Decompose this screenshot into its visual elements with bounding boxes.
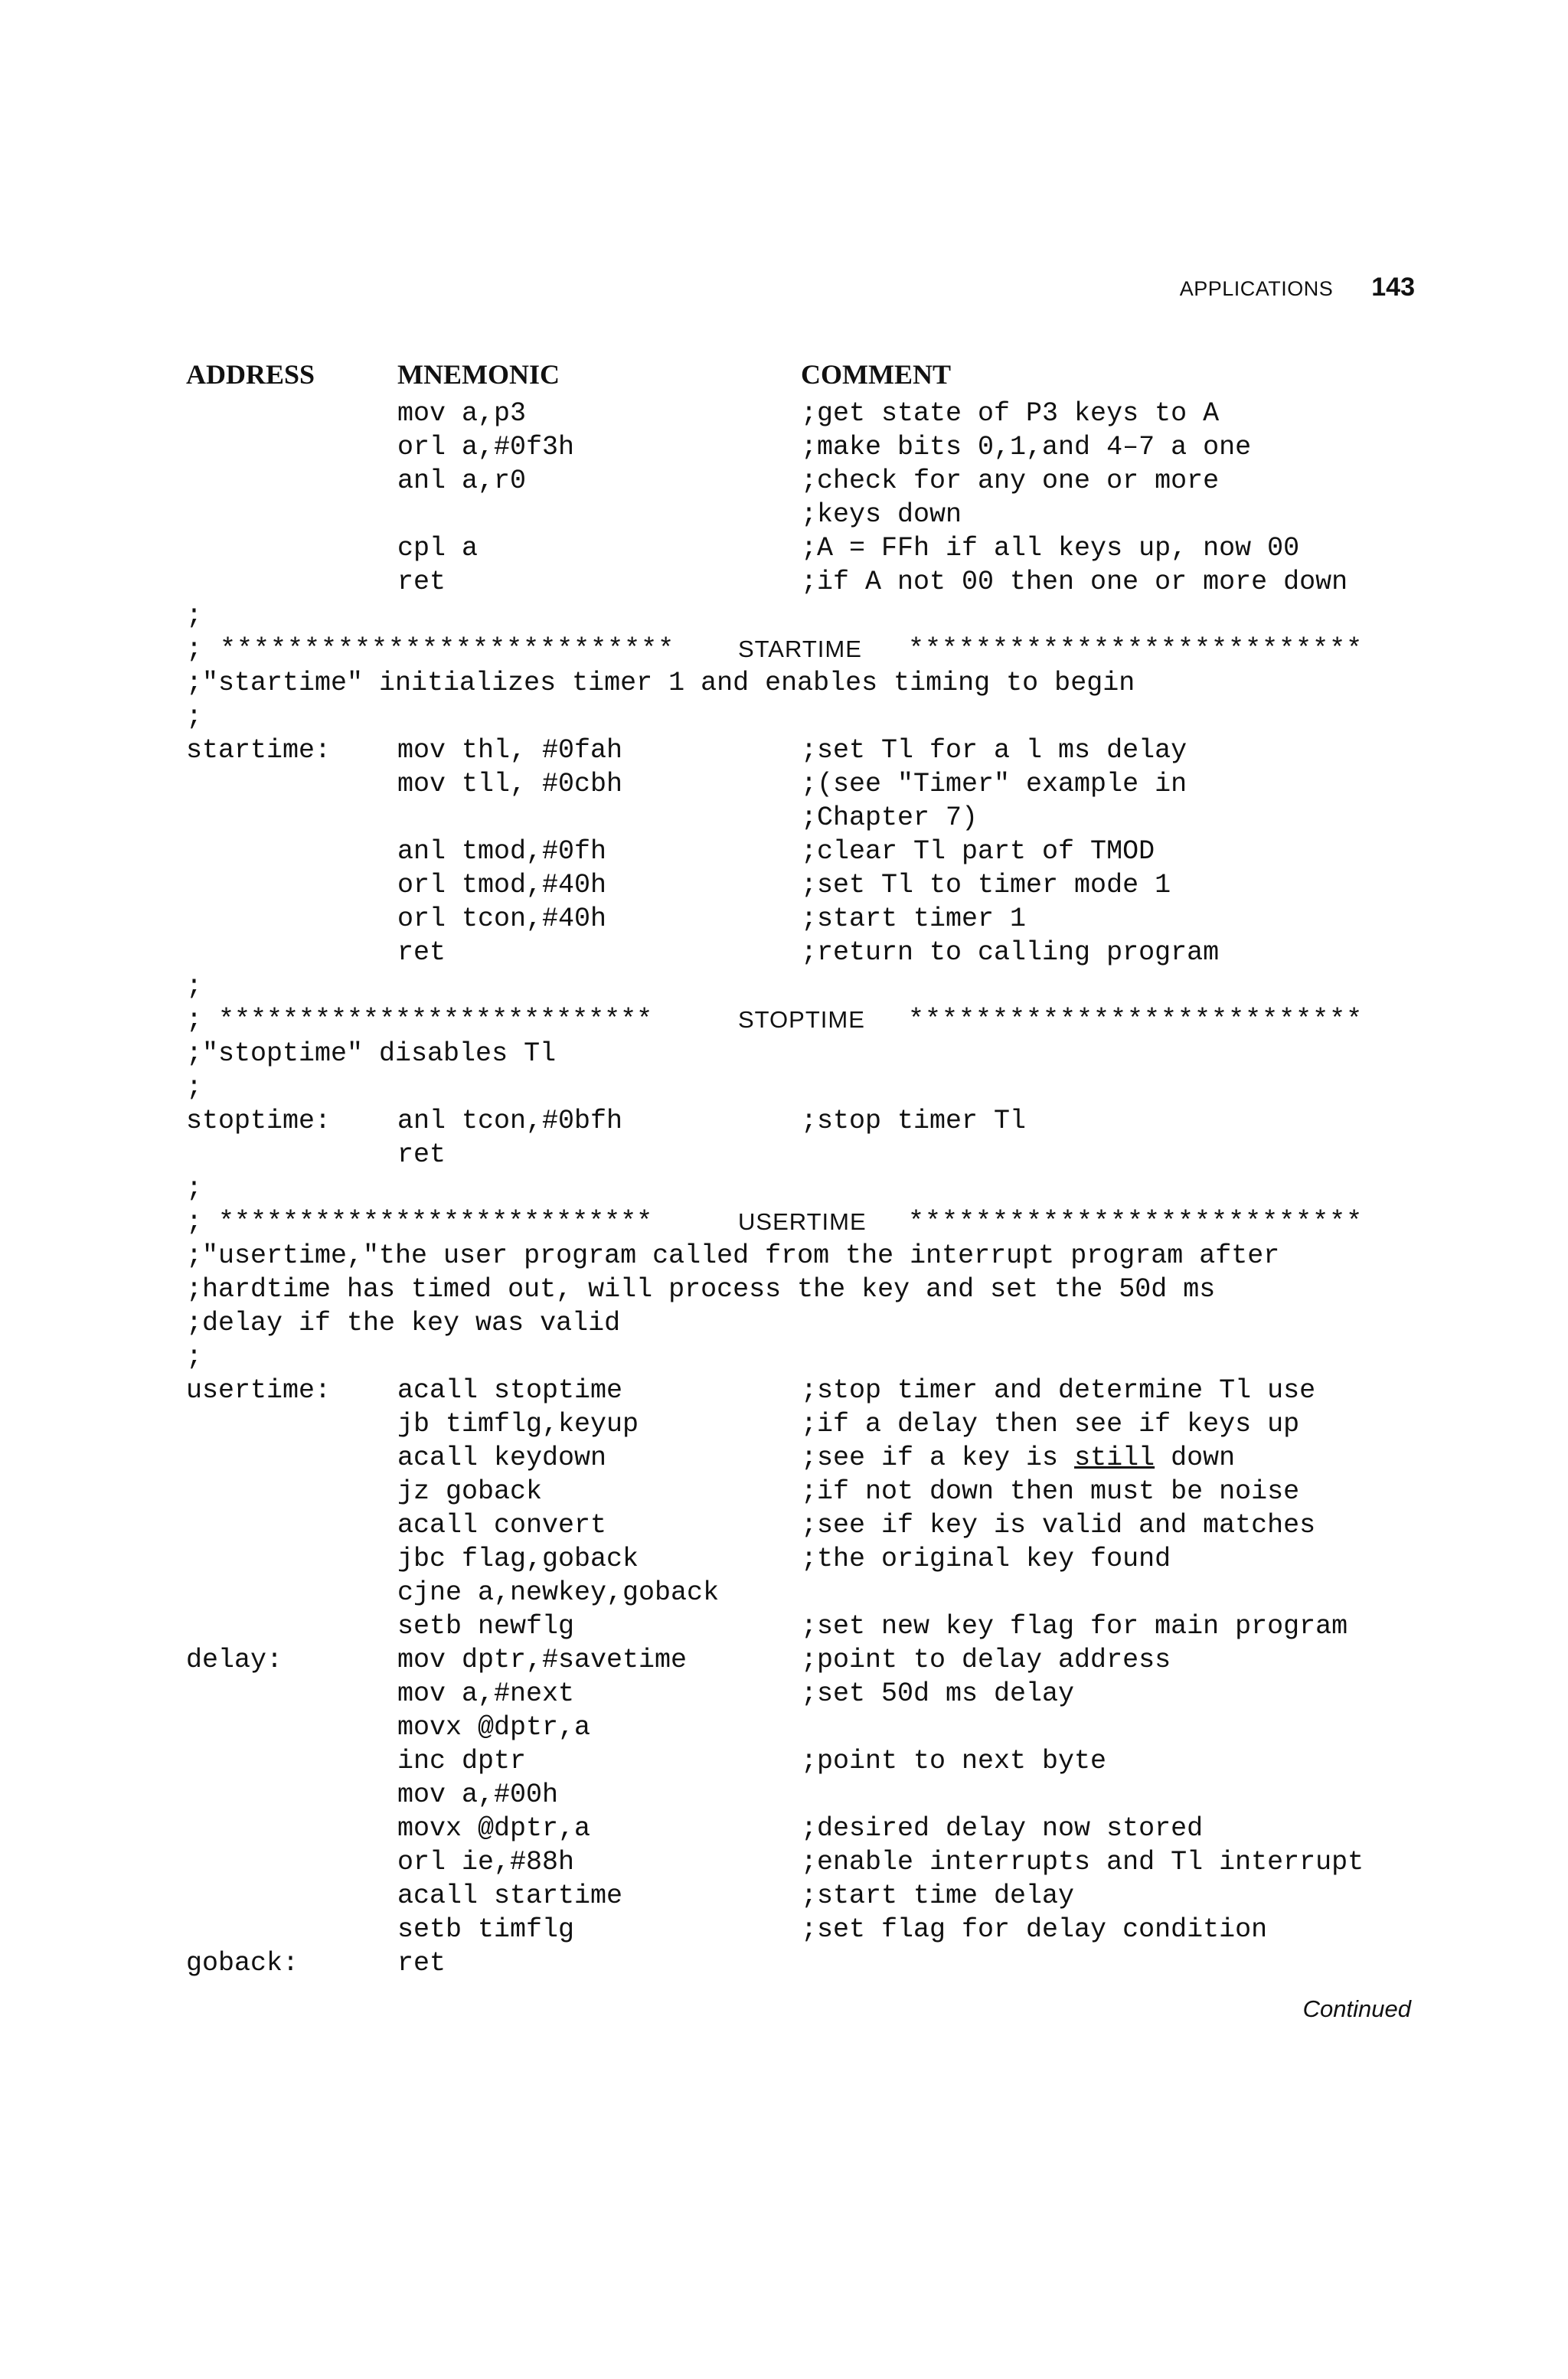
mnemonic: movx @dptr,a — [397, 1813, 591, 1844]
blank-comment: ; — [186, 1341, 203, 1372]
comment: ;stop timer Tl — [801, 1106, 1027, 1136]
label: delay: — [186, 1645, 283, 1675]
comment: ;Chapter 7) — [801, 802, 978, 833]
comment: ;check for any one or more — [801, 466, 1220, 496]
column-header-address: ADDRESS — [186, 359, 315, 390]
mnemonic: orl tcon,#40h — [397, 904, 607, 934]
code-line — [186, 1441, 1426, 1475]
code-line — [186, 1711, 1426, 1744]
comment: ;start timer 1 — [801, 904, 1027, 934]
banner-stars-right: *************************** — [908, 1207, 1364, 1237]
comment: ;get state of P3 keys to A — [801, 398, 1220, 429]
running-header — [1180, 273, 1415, 309]
comment-line — [186, 1070, 1426, 1104]
comment — [801, 1441, 1235, 1475]
banner-stars-left: ; *************************** — [186, 634, 675, 665]
code-line — [186, 531, 1426, 565]
mnemonic: mov tll, #0cbh — [397, 769, 623, 799]
code-line — [186, 1879, 1426, 1913]
code-line — [186, 902, 1426, 936]
code-line — [186, 397, 1426, 430]
comment: ;see if key is valid and matches — [801, 1510, 1316, 1541]
mnemonic: anl tmod,#0fh — [397, 836, 607, 867]
code-line — [186, 1407, 1426, 1441]
mnemonic: acall stoptime — [397, 1375, 623, 1406]
code-line — [186, 464, 1426, 498]
mnemonic: acall keydown — [397, 1443, 607, 1473]
comment-line — [186, 1340, 1426, 1374]
banner-stars-left: ; *************************** — [186, 1005, 653, 1035]
comment: ;enable interrupts and Tl interrupt — [801, 1847, 1364, 1877]
comment-line — [186, 700, 1426, 734]
mnemonic: cpl a — [397, 533, 479, 564]
section-banner-usertime — [186, 1205, 1426, 1239]
comment-line — [186, 1172, 1426, 1205]
section-banner-startime — [186, 632, 1426, 666]
comment-line — [186, 1273, 1426, 1306]
comment-underlined-word: still — [1074, 1443, 1155, 1473]
blank-comment: ; — [186, 701, 203, 732]
code-line — [186, 936, 1426, 969]
comment: ;set flag for delay condition — [801, 1914, 1268, 1945]
code-line — [186, 1104, 1426, 1138]
mnemonic: ret — [397, 567, 446, 597]
mnemonic: setb timflg — [397, 1914, 575, 1945]
comment: ;the original key found — [801, 1544, 1171, 1574]
code-line — [186, 565, 1426, 599]
comment: ;keys down — [801, 499, 962, 530]
banner-title: USERTIME — [738, 1208, 867, 1235]
comment: ;point to delay address — [801, 1645, 1171, 1675]
label: usertime: — [186, 1375, 332, 1406]
comment-part: ;see if a key is — [801, 1443, 1075, 1473]
comment: ;(see "Timer" example in — [801, 769, 1187, 799]
mnemonic: cjne a,newkey,goback — [397, 1577, 720, 1608]
comment: ;clear Tl part of TMOD — [801, 836, 1155, 867]
code-line — [186, 1946, 1426, 1980]
routine-description: ;delay if the key was valid — [186, 1308, 621, 1338]
comment: ;set 50d ms delay — [801, 1678, 1075, 1709]
comment: ;set new key flag for main program — [801, 1611, 1348, 1642]
code-line — [186, 734, 1426, 767]
mnemonic: jb timflg,keyup — [397, 1409, 639, 1439]
comment: ;if a delay then see if keys up — [801, 1409, 1300, 1439]
routine-description: ;"stoptime" disables Tl — [186, 1038, 557, 1069]
code-line — [186, 835, 1426, 868]
comment: ;stop timer and determine Tl use — [801, 1375, 1316, 1406]
routine-description: ;hardtime has timed out, will process the key and set the 50d ms — [186, 1274, 1216, 1305]
mnemonic: orl a,#0f3h — [397, 432, 575, 462]
blank-comment: ; — [186, 1173, 203, 1204]
banner-stars-right: *************************** — [908, 634, 1364, 665]
mnemonic: acall convert — [397, 1510, 607, 1541]
routine-description: ;"startime" initializes timer 1 and enables timing to begin — [186, 668, 1135, 698]
code-listing — [186, 397, 1426, 1980]
code-line — [186, 868, 1426, 902]
page-number: 143 — [1371, 273, 1415, 302]
comment: ;set Tl to timer mode 1 — [801, 870, 1171, 900]
routine-description: ;"usertime,"the user program called from the interrupt program after — [186, 1240, 1280, 1271]
code-line — [186, 767, 1426, 801]
column-header-mnemonic: MNEMONIC — [397, 359, 560, 390]
code-line — [186, 1138, 1426, 1172]
code-line — [186, 430, 1426, 464]
comment-line — [186, 1239, 1426, 1273]
mnemonic: inc dptr — [397, 1746, 527, 1776]
comment-line — [186, 1037, 1426, 1070]
comment: ;desired delay now stored — [801, 1813, 1204, 1844]
comment: ;A = FFh if all keys up, now 00 — [801, 533, 1300, 564]
comment: ;make bits 0,1,and 4–7 a one — [801, 432, 1252, 462]
mnemonic: mov dptr,#savetime — [397, 1645, 688, 1675]
blank-comment: ; — [186, 971, 203, 1002]
code-line — [186, 1845, 1426, 1879]
mnemonic: anl a,r0 — [397, 466, 527, 496]
mnemonic: mov a,#00h — [397, 1779, 559, 1810]
code-line — [186, 1609, 1426, 1643]
comment: ;point to next byte — [801, 1746, 1107, 1776]
mnemonic: mov thl, #0fah — [397, 735, 623, 766]
comment: ;if not down then must be noise — [801, 1476, 1300, 1507]
comment-part: down — [1155, 1443, 1236, 1473]
label: stoptime: — [186, 1106, 332, 1136]
code-line — [186, 1913, 1426, 1946]
code-line — [186, 1576, 1426, 1609]
continued-note: Continued — [1302, 1995, 1411, 2022]
code-line — [186, 1778, 1426, 1812]
comment: ;set Tl for a l ms delay — [801, 735, 1187, 766]
blank-comment: ; — [186, 600, 203, 631]
column-header-comment: COMMENT — [801, 359, 951, 390]
comment: ;start time delay — [801, 1881, 1075, 1911]
code-line — [186, 498, 1426, 531]
section-name: APPLICATIONS — [1179, 277, 1334, 300]
mnemonic: setb newflg — [397, 1611, 575, 1642]
mnemonic: orl tmod,#40h — [397, 870, 607, 900]
banner-stars-right: *************************** — [908, 1005, 1364, 1035]
banner-stars-left: ; *************************** — [186, 1207, 653, 1237]
code-line — [186, 1508, 1426, 1542]
mnemonic: mov a,#next — [397, 1678, 575, 1709]
code-line — [186, 1812, 1426, 1845]
code-line — [186, 1374, 1426, 1407]
mnemonic: jbc flag,goback — [397, 1544, 639, 1574]
mnemonic: mov a,p3 — [397, 398, 527, 429]
code-line — [186, 1677, 1426, 1711]
code-line — [186, 1643, 1426, 1677]
comment-line — [186, 599, 1426, 632]
comment: ;if A not 00 then one or more down — [801, 567, 1348, 597]
blank-comment: ; — [186, 1072, 203, 1103]
label: startime: — [186, 735, 332, 766]
label: goback: — [186, 1948, 299, 1979]
mnemonic: ret — [397, 1948, 446, 1979]
code-line — [186, 801, 1426, 835]
mnemonic: jz goback — [397, 1476, 543, 1507]
mnemonic: ret — [397, 1139, 446, 1170]
comment-line — [186, 969, 1426, 1003]
mnemonic: anl tcon,#0bfh — [397, 1106, 623, 1136]
code-line — [186, 1475, 1426, 1508]
mnemonic: ret — [397, 937, 446, 968]
banner-title: STOPTIME — [738, 1006, 865, 1033]
comment-line — [186, 666, 1426, 700]
mnemonic: orl ie,#88h — [397, 1847, 575, 1877]
comment: ;return to calling program — [801, 937, 1220, 968]
code-line — [186, 1744, 1426, 1778]
banner-title: STARTIME — [738, 636, 862, 662]
section-banner-stoptime — [186, 1003, 1426, 1037]
comment-line — [186, 1306, 1426, 1340]
code-line — [186, 1542, 1426, 1576]
mnemonic: acall startime — [397, 1881, 623, 1911]
mnemonic: movx @dptr,a — [397, 1712, 591, 1743]
